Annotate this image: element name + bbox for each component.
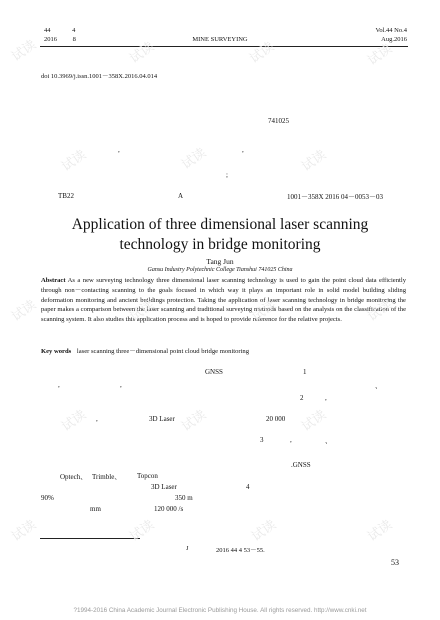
body-90pct: 90%	[41, 494, 54, 502]
cn-mark: 、	[325, 437, 332, 445]
brand-optech: Optech、	[60, 473, 88, 481]
affiliation: Gansu Industry Polytechnic College Tianshui 741025 China	[147, 267, 293, 273]
cn-mark: ,	[290, 436, 292, 444]
body-gnss: GNSS	[205, 368, 223, 376]
watermark: 试读	[179, 407, 210, 435]
cn-mark: ;	[226, 171, 228, 179]
article-id: 1001－358X 2016 04－0053－03	[287, 193, 384, 201]
footnote-ref: 2016 44 4 53－55.	[216, 547, 265, 554]
footnote-j: J	[186, 545, 189, 552]
postcode: 741025	[268, 117, 289, 125]
abstract-label: Abstract	[41, 277, 66, 284]
title-line-2: technology in bridge monitoring	[119, 236, 321, 253]
body-3d-laser-2: 3D Laser	[151, 483, 177, 491]
header-volume-cn	[44, 27, 75, 35]
copyright-footer: ?1994-2016 China Academic Journal Electronic Publishing House. All rights reserved. http://www.cnki.net	[73, 607, 367, 614]
cn-mark: ,	[120, 381, 122, 389]
watermark: 试读	[9, 37, 40, 65]
ref-mark-1: 1	[303, 368, 307, 376]
watermark: 试读	[179, 145, 210, 173]
watermark: 试读	[127, 517, 158, 545]
watermark: 试读	[299, 407, 330, 435]
body-20000: 20 000	[266, 415, 286, 423]
watermark: 试读	[59, 407, 90, 435]
cn-mark: ,	[242, 146, 244, 154]
doi: doi 10.3969/j.issn.1001－358X.2016.04.014	[41, 73, 158, 80]
month: 8	[72, 36, 76, 43]
journal-name: MINE SURVEYING	[192, 36, 248, 43]
volume-number: 44	[44, 27, 51, 34]
cn-mark: ,	[325, 394, 327, 402]
ref-mark-3: 3	[260, 436, 264, 444]
cn-mark: ,	[118, 146, 120, 154]
document-code: A	[178, 192, 184, 200]
watermark: 试读	[127, 297, 158, 325]
author: Tang Jun	[206, 257, 234, 266]
body-3d-laser: 3D Laser	[149, 415, 175, 423]
abstract	[41, 276, 406, 325]
keywords	[41, 345, 249, 355]
keywords-label: Key words	[41, 348, 72, 355]
watermark: 试读	[299, 147, 330, 175]
cn-mark: ,	[96, 415, 98, 423]
body-gnss-2: .GNSS	[291, 461, 311, 469]
ref-mark-2: 2	[300, 394, 304, 402]
watermark: 试读	[365, 517, 396, 545]
year: 2016	[44, 36, 57, 43]
classification-code: TB22	[58, 192, 74, 200]
ref-mark-4: 4	[246, 483, 250, 491]
watermark: 试读	[365, 41, 396, 69]
header-date-en: Aug.2016	[381, 36, 407, 43]
footnote-rule	[40, 538, 140, 539]
header-rule	[40, 46, 408, 47]
watermark: 试读	[249, 517, 280, 545]
title-line-1: Application of three dimensional laser scanning	[71, 216, 369, 233]
watermark: 试读	[247, 39, 278, 67]
body-mm: mm	[90, 505, 101, 513]
page-number: 53	[391, 558, 399, 567]
keywords-text: laser scanning three－dimensional point cloud bridge monitoring	[76, 348, 250, 355]
watermark: 试读	[249, 297, 280, 325]
watermark: 试读	[365, 297, 396, 325]
body-350m: 350 m	[175, 494, 193, 502]
body-rate: 120 000 /s	[154, 505, 184, 513]
watermark: 试读	[9, 517, 40, 545]
watermark: 试读	[59, 147, 90, 175]
abstract-text: As a new surveying technology three dimensional laser scanning technology is used to gain the point cloud data efficiently through non－contacting scanning to the goals focused in which way it plays an important role in solid model building sliding deformation monitoring and ancient buildings protection. Taking the application of laser scanning technology in bridge monitoring the paper makes a comparison between the laser scanning and traditional surveying methods based on the analysis on the classification of the scanning system. It also studies this application process and is hoped to provide reference for the relative projects.	[41, 277, 406, 324]
header-volume-en: Vol.44 No.4	[375, 27, 407, 34]
watermark: 试读	[127, 39, 158, 67]
cn-mark: 、	[375, 382, 382, 390]
brand-topcon: Topcon	[137, 472, 158, 480]
brand-trimble: Trimble、	[92, 473, 122, 481]
cn-mark: ,	[58, 381, 60, 389]
watermark: 试读	[9, 297, 40, 325]
issue-number: 4	[72, 27, 76, 34]
